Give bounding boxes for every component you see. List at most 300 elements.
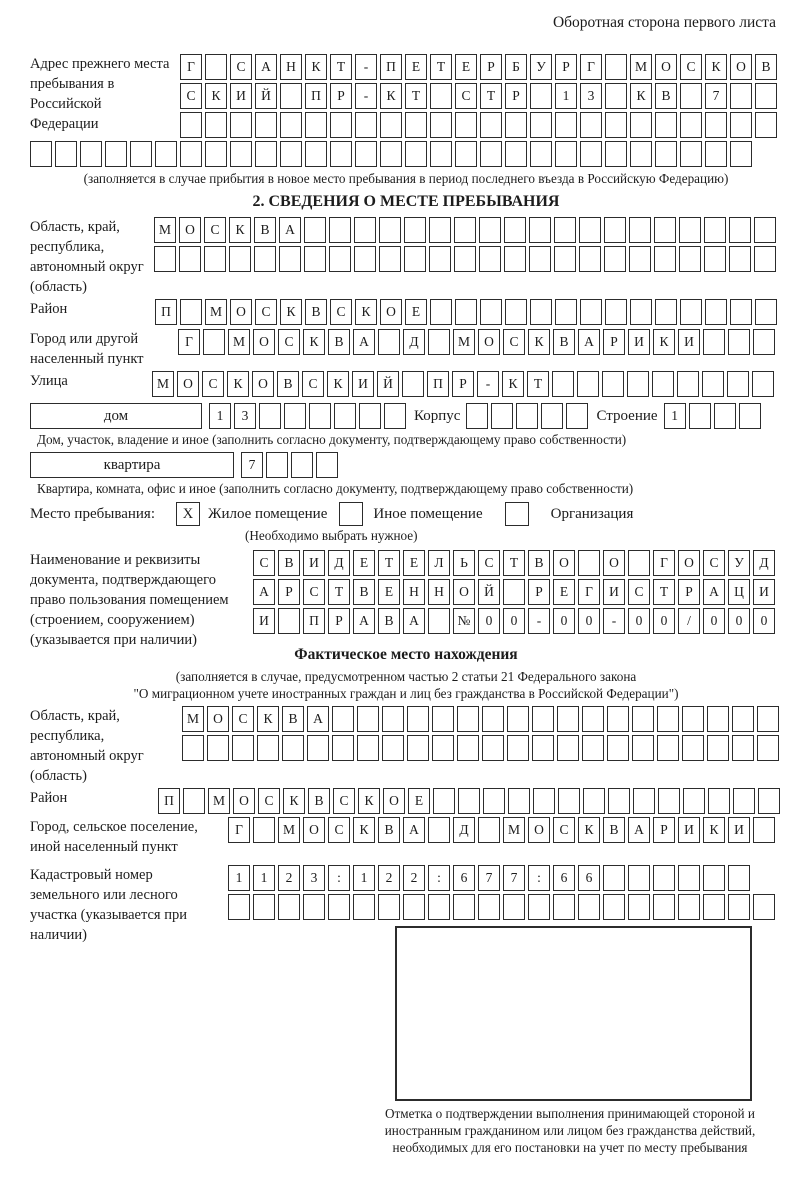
char-cell[interactable]: 6 bbox=[553, 865, 575, 891]
char-cell[interactable] bbox=[384, 403, 406, 429]
char-cell[interactable] bbox=[705, 299, 727, 325]
char-cell[interactable]: К bbox=[205, 83, 227, 109]
char-cell[interactable] bbox=[580, 141, 602, 167]
char-cell[interactable] bbox=[130, 141, 152, 167]
char-cell[interactable]: А bbox=[703, 579, 725, 605]
char-cell[interactable]: С bbox=[503, 329, 525, 355]
char-cell[interactable] bbox=[504, 217, 526, 243]
char-cell[interactable] bbox=[279, 246, 301, 272]
char-cell[interactable]: С bbox=[703, 550, 725, 576]
char-cell[interactable] bbox=[316, 452, 338, 478]
char-cell[interactable]: И bbox=[628, 329, 650, 355]
char-cell[interactable]: Р bbox=[328, 608, 350, 634]
char-cell[interactable] bbox=[630, 299, 652, 325]
char-cell[interactable] bbox=[516, 403, 538, 429]
char-cell[interactable] bbox=[357, 706, 379, 732]
char-cell[interactable] bbox=[707, 735, 729, 761]
char-cell[interactable]: А bbox=[403, 608, 425, 634]
char-cell[interactable] bbox=[754, 246, 776, 272]
char-cell[interactable]: И bbox=[253, 608, 275, 634]
char-cell[interactable]: : bbox=[528, 865, 550, 891]
char-cell[interactable]: Т bbox=[503, 550, 525, 576]
char-cell[interactable] bbox=[755, 299, 777, 325]
char-cell[interactable] bbox=[255, 141, 277, 167]
char-cell[interactable]: К bbox=[305, 54, 327, 80]
char-cell[interactable]: К bbox=[353, 817, 375, 843]
char-cell[interactable]: 3 bbox=[303, 865, 325, 891]
char-cell[interactable] bbox=[455, 112, 477, 138]
char-cell[interactable] bbox=[479, 217, 501, 243]
char-cell[interactable]: С bbox=[328, 817, 350, 843]
char-cell[interactable]: К bbox=[502, 371, 524, 397]
char-cell[interactable] bbox=[480, 299, 502, 325]
char-cell[interactable]: А bbox=[628, 817, 650, 843]
char-cell[interactable] bbox=[403, 894, 425, 920]
char-cell[interactable]: 1 bbox=[253, 865, 275, 891]
char-cell[interactable] bbox=[430, 141, 452, 167]
char-cell[interactable]: С bbox=[180, 83, 202, 109]
char-cell[interactable]: Е bbox=[553, 579, 575, 605]
char-cell[interactable]: Р bbox=[653, 817, 675, 843]
char-cell[interactable]: О bbox=[528, 817, 550, 843]
char-cell[interactable] bbox=[430, 299, 452, 325]
char-cell[interactable] bbox=[354, 246, 376, 272]
char-cell[interactable] bbox=[303, 894, 325, 920]
char-cell[interactable] bbox=[402, 371, 424, 397]
char-cell[interactable] bbox=[732, 706, 754, 732]
checkbox-residential[interactable]: X bbox=[176, 502, 200, 526]
char-cell[interactable]: 1 bbox=[228, 865, 250, 891]
char-cell[interactable] bbox=[254, 246, 276, 272]
char-cell[interactable] bbox=[378, 894, 400, 920]
char-cell[interactable] bbox=[179, 246, 201, 272]
char-cell[interactable] bbox=[704, 217, 726, 243]
char-cell[interactable]: В bbox=[308, 788, 330, 814]
char-cell[interactable]: Р bbox=[505, 83, 527, 109]
char-cell[interactable] bbox=[557, 706, 579, 732]
char-cell[interactable] bbox=[557, 735, 579, 761]
char-cell[interactable] bbox=[705, 112, 727, 138]
char-cell[interactable]: 0 bbox=[478, 608, 500, 634]
char-cell[interactable] bbox=[603, 865, 625, 891]
char-cell[interactable]: С bbox=[303, 579, 325, 605]
char-cell[interactable] bbox=[505, 299, 527, 325]
char-cell[interactable]: Т bbox=[328, 579, 350, 605]
char-cell[interactable]: Р bbox=[603, 329, 625, 355]
char-cell[interactable] bbox=[404, 246, 426, 272]
char-cell[interactable]: О bbox=[603, 550, 625, 576]
char-cell[interactable] bbox=[229, 246, 251, 272]
char-cell[interactable]: В bbox=[254, 217, 276, 243]
char-cell[interactable]: В bbox=[553, 329, 575, 355]
char-cell[interactable]: 7 bbox=[241, 452, 263, 478]
char-cell[interactable]: В bbox=[282, 706, 304, 732]
char-cell[interactable]: В bbox=[655, 83, 677, 109]
char-cell[interactable]: Г bbox=[653, 550, 675, 576]
char-cell[interactable] bbox=[491, 403, 513, 429]
char-cell[interactable] bbox=[203, 329, 225, 355]
char-cell[interactable]: : bbox=[328, 865, 350, 891]
char-cell[interactable] bbox=[454, 217, 476, 243]
char-cell[interactable] bbox=[55, 141, 77, 167]
char-cell[interactable] bbox=[730, 141, 752, 167]
char-cell[interactable] bbox=[682, 735, 704, 761]
char-cell[interactable]: В bbox=[603, 817, 625, 843]
char-cell[interactable]: Ц bbox=[728, 579, 750, 605]
char-cell[interactable] bbox=[578, 894, 600, 920]
char-cell[interactable] bbox=[655, 141, 677, 167]
char-cell[interactable] bbox=[508, 788, 530, 814]
char-cell[interactable] bbox=[180, 112, 202, 138]
char-cell[interactable]: В bbox=[353, 579, 375, 605]
char-cell[interactable] bbox=[507, 735, 529, 761]
char-cell[interactable] bbox=[428, 817, 450, 843]
char-cell[interactable]: О bbox=[233, 788, 255, 814]
char-cell[interactable]: Е bbox=[405, 54, 427, 80]
checkbox-other-premises[interactable] bbox=[339, 502, 363, 526]
char-cell[interactable]: Г bbox=[228, 817, 250, 843]
char-cell[interactable] bbox=[705, 141, 727, 167]
char-cell[interactable]: 0 bbox=[628, 608, 650, 634]
char-cell[interactable] bbox=[730, 299, 752, 325]
char-cell[interactable]: Г bbox=[578, 579, 600, 605]
char-cell[interactable]: О bbox=[252, 371, 274, 397]
char-cell[interactable] bbox=[682, 706, 704, 732]
char-cell[interactable] bbox=[652, 371, 674, 397]
char-cell[interactable]: 3 bbox=[580, 83, 602, 109]
char-cell[interactable]: 0 bbox=[703, 608, 725, 634]
char-cell[interactable]: 1 bbox=[664, 403, 686, 429]
char-cell[interactable] bbox=[357, 735, 379, 761]
char-cell[interactable] bbox=[405, 112, 427, 138]
char-cell[interactable] bbox=[627, 371, 649, 397]
char-cell[interactable] bbox=[503, 894, 525, 920]
char-cell[interactable]: - bbox=[528, 608, 550, 634]
char-cell[interactable]: Й bbox=[255, 83, 277, 109]
char-cell[interactable]: С bbox=[204, 217, 226, 243]
char-cell[interactable] bbox=[689, 403, 711, 429]
char-cell[interactable] bbox=[728, 894, 750, 920]
char-cell[interactable] bbox=[478, 817, 500, 843]
char-cell[interactable] bbox=[679, 246, 701, 272]
char-cell[interactable] bbox=[382, 735, 404, 761]
char-cell[interactable]: В bbox=[528, 550, 550, 576]
char-cell[interactable]: О bbox=[553, 550, 575, 576]
char-cell[interactable]: И bbox=[303, 550, 325, 576]
char-cell[interactable] bbox=[405, 141, 427, 167]
char-cell[interactable]: О bbox=[253, 329, 275, 355]
char-cell[interactable]: Е bbox=[403, 550, 425, 576]
char-cell[interactable] bbox=[555, 299, 577, 325]
char-cell[interactable] bbox=[630, 112, 652, 138]
char-cell[interactable]: Т bbox=[405, 83, 427, 109]
char-cell[interactable] bbox=[429, 246, 451, 272]
char-cell[interactable] bbox=[603, 894, 625, 920]
char-cell[interactable] bbox=[480, 141, 502, 167]
char-cell[interactable]: О bbox=[303, 817, 325, 843]
char-cell[interactable] bbox=[332, 735, 354, 761]
char-cell[interactable]: Д bbox=[753, 550, 775, 576]
char-cell[interactable] bbox=[605, 141, 627, 167]
char-cell[interactable]: 7 bbox=[478, 865, 500, 891]
char-cell[interactable] bbox=[728, 865, 750, 891]
char-cell[interactable]: С bbox=[232, 706, 254, 732]
char-cell[interactable] bbox=[482, 706, 504, 732]
char-cell[interactable]: М bbox=[182, 706, 204, 732]
char-cell[interactable]: 3 bbox=[234, 403, 256, 429]
char-cell[interactable] bbox=[466, 403, 488, 429]
char-cell[interactable] bbox=[253, 817, 275, 843]
char-cell[interactable]: С bbox=[258, 788, 280, 814]
char-cell[interactable] bbox=[404, 217, 426, 243]
char-cell[interactable] bbox=[605, 83, 627, 109]
char-cell[interactable] bbox=[679, 217, 701, 243]
char-cell[interactable]: М bbox=[205, 299, 227, 325]
char-cell[interactable]: К bbox=[257, 706, 279, 732]
char-cell[interactable] bbox=[753, 817, 775, 843]
char-cell[interactable] bbox=[432, 735, 454, 761]
char-cell[interactable] bbox=[380, 112, 402, 138]
char-cell[interactable] bbox=[207, 735, 229, 761]
char-cell[interactable]: Б bbox=[505, 54, 527, 80]
char-cell[interactable]: 2 bbox=[403, 865, 425, 891]
char-cell[interactable] bbox=[604, 246, 626, 272]
char-cell[interactable] bbox=[608, 788, 630, 814]
char-cell[interactable] bbox=[714, 403, 736, 429]
char-cell[interactable]: С bbox=[255, 299, 277, 325]
char-cell[interactable] bbox=[683, 788, 705, 814]
char-cell[interactable] bbox=[204, 246, 226, 272]
char-cell[interactable] bbox=[730, 83, 752, 109]
char-cell[interactable]: Е bbox=[455, 54, 477, 80]
char-cell[interactable] bbox=[328, 894, 350, 920]
char-cell[interactable]: М bbox=[630, 54, 652, 80]
char-cell[interactable] bbox=[755, 83, 777, 109]
char-cell[interactable]: О bbox=[207, 706, 229, 732]
char-cell[interactable] bbox=[533, 788, 555, 814]
char-cell[interactable] bbox=[155, 141, 177, 167]
char-cell[interactable] bbox=[253, 894, 275, 920]
char-cell[interactable] bbox=[703, 329, 725, 355]
char-cell[interactable] bbox=[552, 371, 574, 397]
char-cell[interactable]: В bbox=[328, 329, 350, 355]
char-cell[interactable] bbox=[330, 112, 352, 138]
char-cell[interactable] bbox=[628, 865, 650, 891]
char-cell[interactable] bbox=[558, 788, 580, 814]
char-cell[interactable] bbox=[280, 112, 302, 138]
char-cell[interactable] bbox=[757, 735, 779, 761]
char-cell[interactable] bbox=[733, 788, 755, 814]
char-cell[interactable] bbox=[632, 735, 654, 761]
char-cell[interactable] bbox=[728, 329, 750, 355]
char-cell[interactable]: К bbox=[358, 788, 380, 814]
char-cell[interactable] bbox=[530, 299, 552, 325]
char-cell[interactable] bbox=[407, 735, 429, 761]
char-cell[interactable]: А bbox=[279, 217, 301, 243]
char-cell[interactable]: 1 bbox=[353, 865, 375, 891]
char-cell[interactable] bbox=[677, 371, 699, 397]
char-cell[interactable]: О bbox=[179, 217, 201, 243]
char-cell[interactable] bbox=[291, 452, 313, 478]
char-cell[interactable] bbox=[503, 579, 525, 605]
char-cell[interactable]: К bbox=[630, 83, 652, 109]
char-cell[interactable] bbox=[355, 141, 377, 167]
char-cell[interactable]: П bbox=[155, 299, 177, 325]
char-cell[interactable] bbox=[30, 141, 52, 167]
char-cell[interactable] bbox=[752, 371, 774, 397]
char-cell[interactable]: И bbox=[230, 83, 252, 109]
char-cell[interactable] bbox=[653, 894, 675, 920]
char-cell[interactable] bbox=[379, 217, 401, 243]
char-cell[interactable] bbox=[478, 894, 500, 920]
char-cell[interactable] bbox=[579, 246, 601, 272]
char-cell[interactable] bbox=[380, 141, 402, 167]
char-cell[interactable] bbox=[680, 112, 702, 138]
char-cell[interactable] bbox=[582, 735, 604, 761]
char-cell[interactable]: И bbox=[728, 817, 750, 843]
char-cell[interactable]: Р bbox=[678, 579, 700, 605]
char-cell[interactable]: 1 bbox=[209, 403, 231, 429]
char-cell[interactable] bbox=[602, 371, 624, 397]
char-cell[interactable] bbox=[205, 141, 227, 167]
char-cell[interactable]: К bbox=[327, 371, 349, 397]
char-cell[interactable] bbox=[278, 894, 300, 920]
char-cell[interactable] bbox=[655, 299, 677, 325]
char-cell[interactable] bbox=[205, 54, 227, 80]
char-cell[interactable]: № bbox=[453, 608, 475, 634]
char-cell[interactable] bbox=[230, 112, 252, 138]
char-cell[interactable]: К bbox=[653, 329, 675, 355]
char-cell[interactable] bbox=[607, 735, 629, 761]
char-cell[interactable]: А bbox=[307, 706, 329, 732]
char-cell[interactable]: П bbox=[158, 788, 180, 814]
char-cell[interactable]: 2 bbox=[378, 865, 400, 891]
char-cell[interactable]: С bbox=[278, 329, 300, 355]
char-cell[interactable] bbox=[479, 246, 501, 272]
char-cell[interactable] bbox=[257, 735, 279, 761]
char-cell[interactable] bbox=[180, 141, 202, 167]
char-cell[interactable]: 7 bbox=[705, 83, 727, 109]
char-cell[interactable]: - bbox=[355, 83, 377, 109]
char-cell[interactable] bbox=[678, 894, 700, 920]
char-cell[interactable]: П bbox=[380, 54, 402, 80]
char-cell[interactable] bbox=[232, 735, 254, 761]
char-cell[interactable] bbox=[530, 83, 552, 109]
char-cell[interactable] bbox=[532, 735, 554, 761]
char-cell[interactable]: Р bbox=[452, 371, 474, 397]
char-cell[interactable] bbox=[628, 894, 650, 920]
char-cell[interactable] bbox=[504, 246, 526, 272]
char-cell[interactable]: К bbox=[303, 329, 325, 355]
char-cell[interactable]: К bbox=[355, 299, 377, 325]
char-cell[interactable] bbox=[282, 735, 304, 761]
char-cell[interactable]: - bbox=[477, 371, 499, 397]
char-cell[interactable]: Р bbox=[330, 83, 352, 109]
char-cell[interactable] bbox=[458, 788, 480, 814]
char-cell[interactable]: И bbox=[352, 371, 374, 397]
char-cell[interactable]: 6 bbox=[453, 865, 475, 891]
char-cell[interactable] bbox=[359, 403, 381, 429]
char-cell[interactable] bbox=[580, 299, 602, 325]
char-cell[interactable] bbox=[727, 371, 749, 397]
char-cell[interactable] bbox=[529, 217, 551, 243]
char-cell[interactable]: 1 bbox=[555, 83, 577, 109]
char-cell[interactable] bbox=[653, 865, 675, 891]
char-cell[interactable]: С bbox=[330, 299, 352, 325]
char-cell[interactable] bbox=[707, 706, 729, 732]
char-cell[interactable] bbox=[555, 141, 577, 167]
char-cell[interactable]: 0 bbox=[578, 608, 600, 634]
char-cell[interactable]: Р bbox=[555, 54, 577, 80]
char-cell[interactable]: М bbox=[278, 817, 300, 843]
char-cell[interactable]: М bbox=[228, 329, 250, 355]
char-cell[interactable] bbox=[629, 246, 651, 272]
char-cell[interactable] bbox=[428, 894, 450, 920]
char-cell[interactable] bbox=[755, 112, 777, 138]
char-cell[interactable] bbox=[757, 706, 779, 732]
char-cell[interactable]: К bbox=[528, 329, 550, 355]
char-cell[interactable] bbox=[453, 894, 475, 920]
char-cell[interactable]: С bbox=[302, 371, 324, 397]
char-cell[interactable] bbox=[284, 403, 306, 429]
char-cell[interactable]: Т bbox=[653, 579, 675, 605]
char-cell[interactable] bbox=[304, 217, 326, 243]
char-cell[interactable] bbox=[632, 706, 654, 732]
char-cell[interactable] bbox=[708, 788, 730, 814]
char-cell[interactable] bbox=[758, 788, 780, 814]
char-cell[interactable]: 2 bbox=[278, 865, 300, 891]
char-cell[interactable]: Д bbox=[403, 329, 425, 355]
char-cell[interactable] bbox=[554, 217, 576, 243]
char-cell[interactable]: М bbox=[503, 817, 525, 843]
char-cell[interactable]: Д bbox=[328, 550, 350, 576]
char-cell[interactable]: Е bbox=[405, 299, 427, 325]
char-cell[interactable]: 0 bbox=[653, 608, 675, 634]
char-cell[interactable] bbox=[382, 706, 404, 732]
char-cell[interactable]: Г bbox=[580, 54, 602, 80]
char-cell[interactable]: Д bbox=[453, 817, 475, 843]
char-cell[interactable] bbox=[355, 112, 377, 138]
char-cell[interactable] bbox=[304, 246, 326, 272]
char-cell[interactable]: И bbox=[678, 817, 700, 843]
char-cell[interactable]: Н bbox=[428, 579, 450, 605]
char-cell[interactable]: Т bbox=[330, 54, 352, 80]
char-cell[interactable]: С bbox=[333, 788, 355, 814]
char-cell[interactable] bbox=[482, 735, 504, 761]
char-cell[interactable] bbox=[180, 299, 202, 325]
char-cell[interactable] bbox=[105, 141, 127, 167]
char-cell[interactable] bbox=[353, 894, 375, 920]
char-cell[interactable] bbox=[680, 141, 702, 167]
char-cell[interactable]: М bbox=[152, 371, 174, 397]
char-cell[interactable] bbox=[680, 299, 702, 325]
char-cell[interactable]: В bbox=[277, 371, 299, 397]
char-cell[interactable] bbox=[278, 608, 300, 634]
char-cell[interactable]: К bbox=[703, 817, 725, 843]
char-cell[interactable] bbox=[430, 83, 452, 109]
char-cell[interactable] bbox=[507, 706, 529, 732]
char-cell[interactable] bbox=[259, 403, 281, 429]
char-cell[interactable] bbox=[432, 706, 454, 732]
char-cell[interactable] bbox=[583, 788, 605, 814]
char-cell[interactable]: О bbox=[383, 788, 405, 814]
char-cell[interactable] bbox=[630, 141, 652, 167]
char-cell[interactable]: Т bbox=[480, 83, 502, 109]
char-cell[interactable]: Р bbox=[278, 579, 300, 605]
char-cell[interactable]: О bbox=[453, 579, 475, 605]
char-cell[interactable]: К bbox=[705, 54, 727, 80]
char-cell[interactable] bbox=[330, 141, 352, 167]
